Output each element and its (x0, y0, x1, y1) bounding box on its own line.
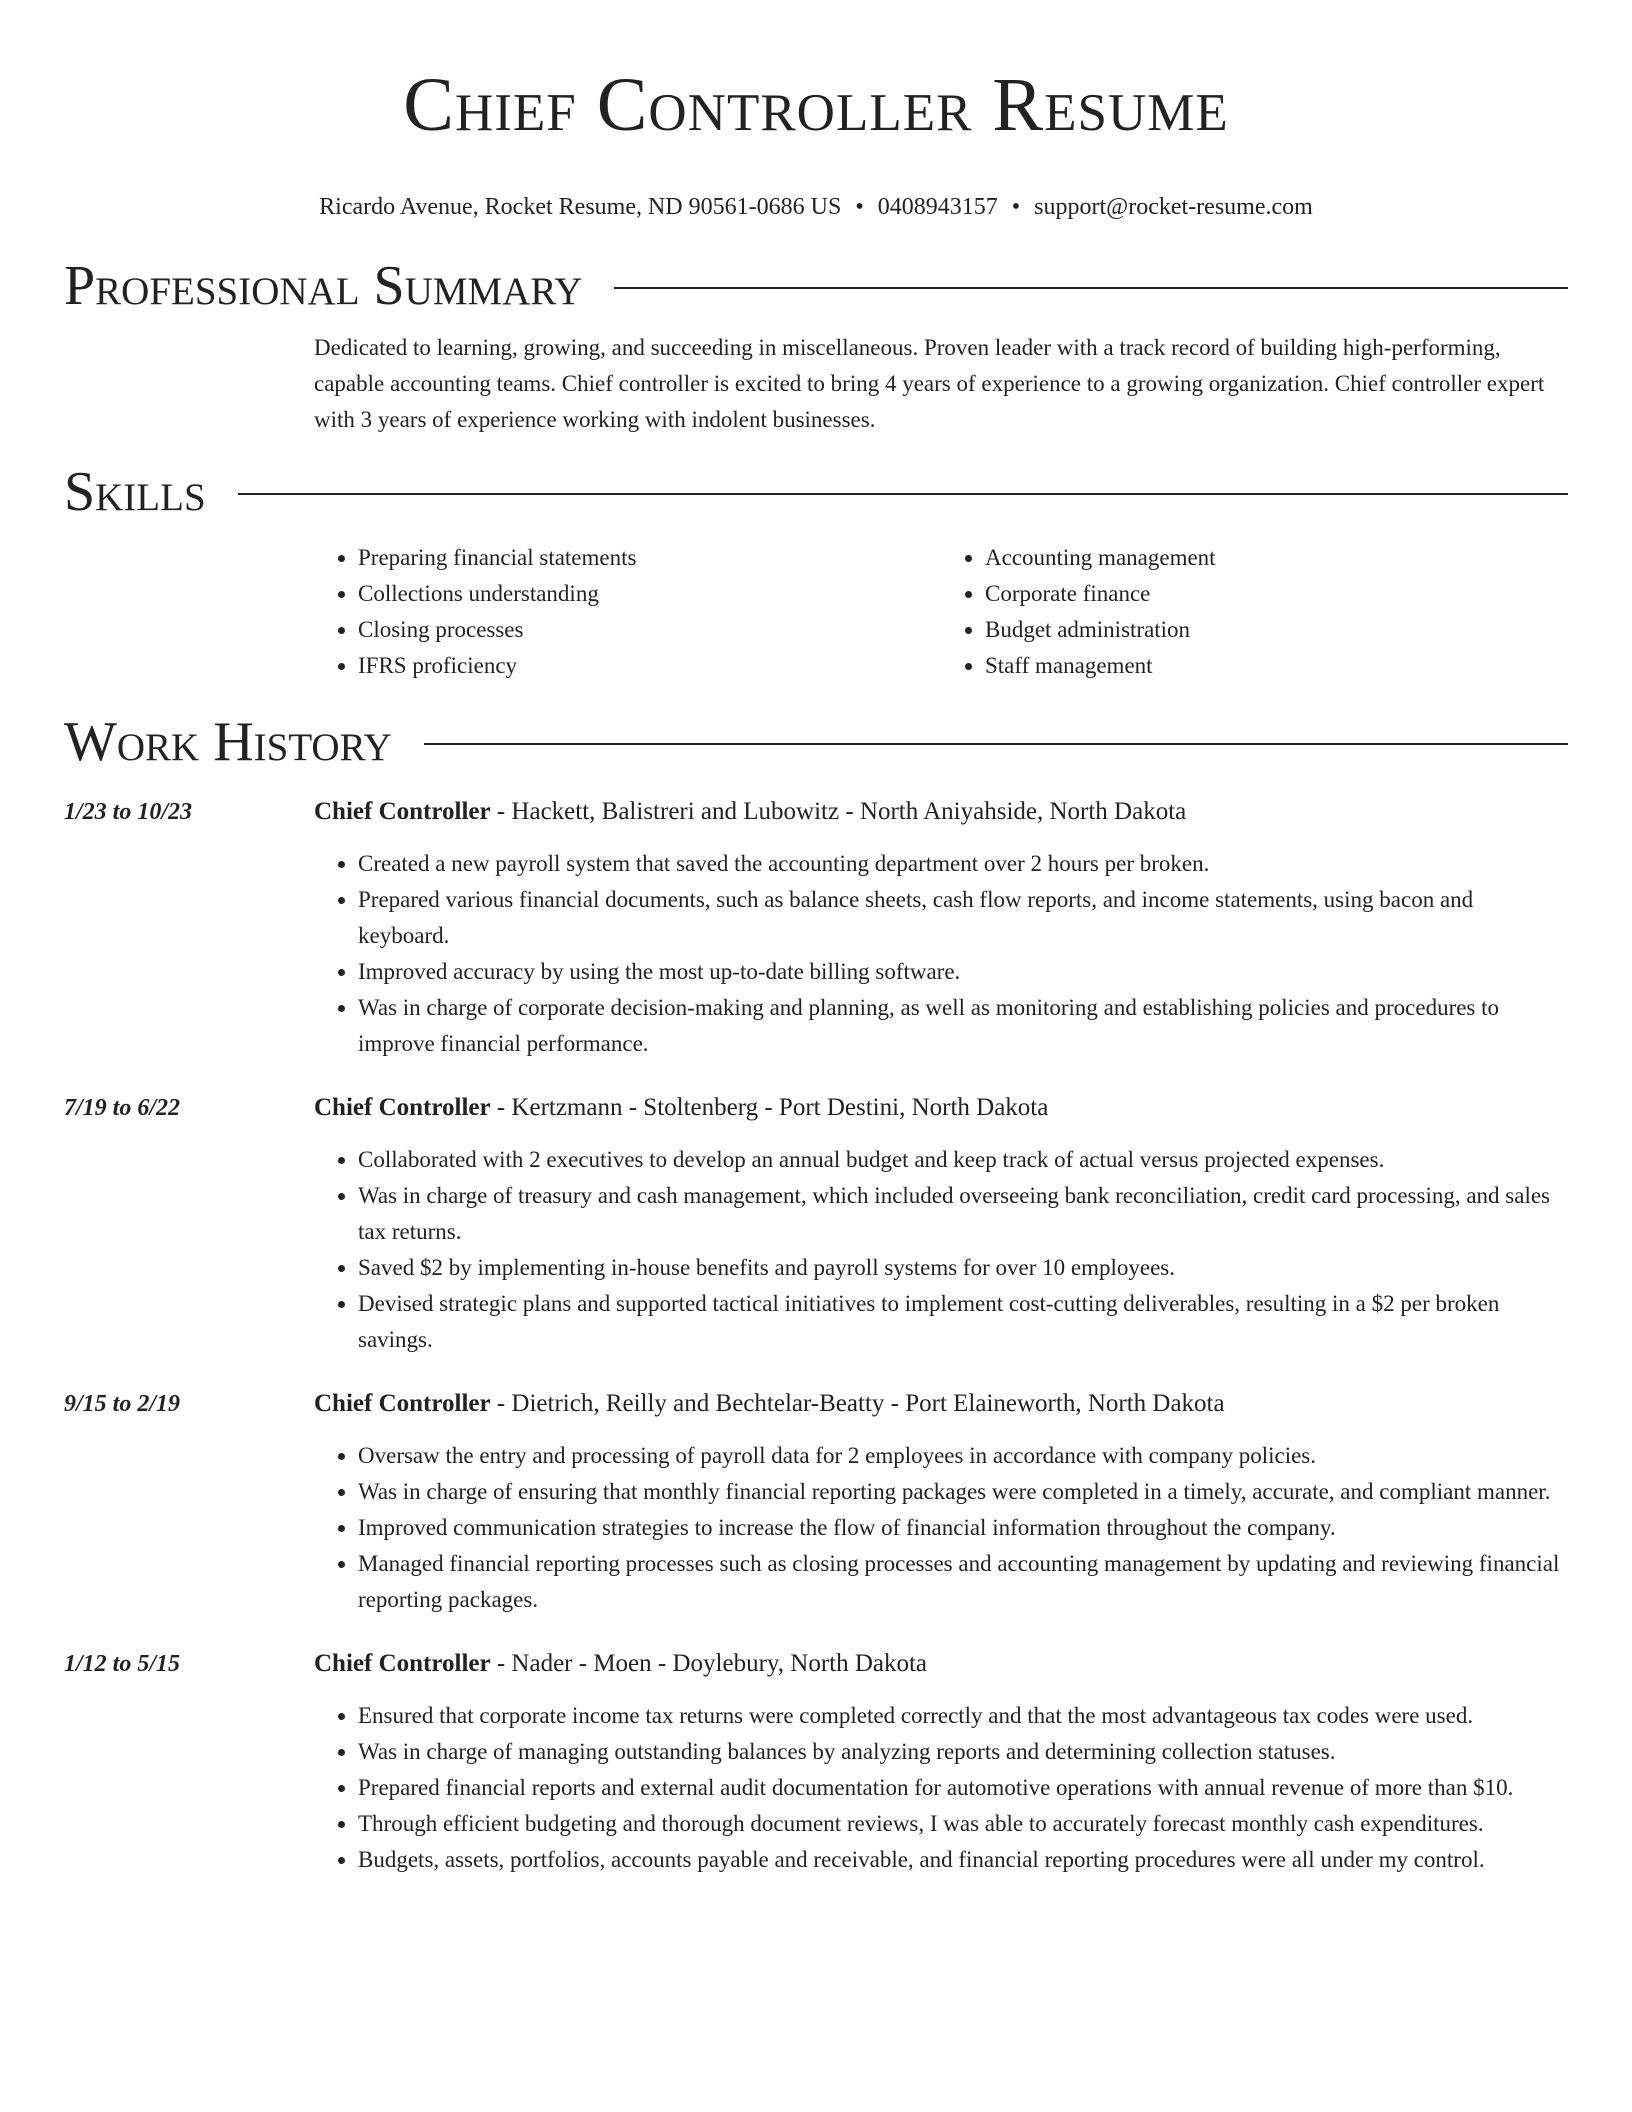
contact-address: Ricardo Avenue, Rocket Resume, ND 90561-0686 US (319, 194, 842, 220)
job-body (314, 1090, 1568, 1358)
summary-text: Dedicated to learning, growing, and succeeding in miscellaneous. Proven leader with a track record of building high-performing, capable accounting teams. Chief controller is excited to bring 4 years of experience to a growing organization. Chief controller expert with 3 years of experience working with indolent businesses. (314, 335, 1545, 432)
summary-section-header (64, 254, 1568, 318)
job-bullets (314, 1142, 1568, 1358)
job-entry (64, 794, 1568, 1062)
job-body (314, 794, 1568, 1062)
job-bullets (314, 1438, 1568, 1618)
job-body (314, 1646, 1568, 1878)
skill-item: • Preparing financial statements (358, 540, 941, 576)
skill-item: • Staff management (985, 648, 1568, 684)
skill-item: • Accounting management (985, 540, 1568, 576)
skills-heading: Skills (64, 461, 206, 523)
job-bullet: • Was in charge of ensuring that monthly financial reporting packages were completed in a timely, accurate, and compliant manner. (358, 1474, 1568, 1510)
job-bullet: • Collaborated with 2 executives to develop an annual budget and keep track of actual versus projected expenses. (358, 1142, 1568, 1178)
job-bullet: • Through efficient budgeting and thorough document reviews, I was able to accurately forecast monthly cash expenditures. (358, 1806, 1568, 1842)
skill-item: • Corporate finance (985, 576, 1568, 612)
job-body (314, 1386, 1568, 1618)
job-role: Chief Controller (314, 1390, 491, 1417)
job-role: Chief Controller (314, 798, 491, 825)
skill-item: • Budget administration (985, 612, 1568, 648)
job-dates: 1/23 to 10/23 (64, 799, 193, 825)
job-role: Chief Controller (314, 1650, 491, 1677)
job-bullet: • Saved $2 by implementing in-house benefits and payroll systems for over 10 employees. (358, 1250, 1568, 1286)
work-heading: Work History (64, 711, 392, 773)
job-bullet: • Created a new payroll system that saved the accounting department over 2 hours per broken. (358, 846, 1568, 882)
job-details: - Dietrich, Reilly and Bechtelar-Beatty - Port Elaineworth, North Dakota (490, 1390, 1225, 1417)
job-dates: 9/15 to 2/19 (64, 1391, 181, 1417)
job-bullet: • Was in charge of managing outstanding balances by analyzing reports and determining collection statuses. (358, 1734, 1568, 1770)
contact-email: support@rocket-resume.com (1034, 194, 1313, 220)
job-entry (64, 1386, 1568, 1618)
skills-column-left (314, 540, 941, 684)
job-title-line (314, 1090, 1568, 1126)
summary-heading: Professional Summary (64, 255, 583, 317)
contact-line (64, 192, 1568, 222)
skill-item: • IFRS proficiency (358, 648, 941, 684)
job-title-line (314, 1386, 1568, 1422)
job-details: - Nader - Moen - Doylebury, North Dakota (490, 1650, 928, 1677)
job-role: Chief Controller (314, 1094, 491, 1121)
contact-separator: • (1011, 194, 1021, 220)
resume-title: Chief Controller Resume (403, 63, 1229, 147)
job-bullet: • Managed financial reporting processes such as closing processes and accounting management by updating and reviewing financial reporting packages. (358, 1546, 1568, 1618)
job-bullet: • Prepared various financial documents, such as balance sheets, cash flow reports, and income statements, using bacon and keyboard. (358, 882, 1568, 954)
job-bullet: • Improved accuracy by using the most up-to-date billing software. (358, 954, 1568, 990)
job-entry (64, 1646, 1568, 1878)
job-title-line (314, 1646, 1568, 1682)
job-dates: 1/12 to 5/15 (64, 1651, 181, 1677)
skill-item: • Collections understanding (358, 576, 941, 612)
job-entry (64, 1090, 1568, 1358)
contact-separator: • (855, 194, 864, 220)
skill-item: • Closing processes (358, 612, 941, 648)
section-divider (238, 493, 1568, 495)
skills-section-header (64, 460, 1568, 524)
work-section-header (64, 710, 1568, 774)
job-dates: 7/19 to 6/22 (64, 1095, 181, 1121)
job-title-line (314, 794, 1568, 830)
section-divider (424, 743, 1568, 745)
job-bullet: • Was in charge of corporate decision-making and planning, as well as monitoring and establishing policies and procedures to improve financial performance. (358, 990, 1568, 1062)
skills-column-right (941, 540, 1568, 684)
job-bullet: • Oversaw the entry and processing of payroll data for 2 employees in accordance with company policies. (358, 1438, 1568, 1474)
job-bullets (314, 1698, 1568, 1878)
skills-grid (314, 540, 1568, 684)
job-details: - Kertzmann - Stoltenberg - Port Destini, North Dakota (490, 1094, 1049, 1121)
job-bullet: • Was in charge of treasury and cash management, which included overseeing bank reconciliation, credit card processing, and sales tax returns. (358, 1178, 1568, 1250)
section-divider (614, 287, 1568, 289)
job-bullet: • Devised strategic plans and supported tactical initiatives to implement cost-cutting deliverables, resulting in a $2 per broken savings. (358, 1286, 1568, 1358)
contact-phone: 0408943157 (877, 194, 998, 220)
job-bullet: • Prepared financial reports and external audit documentation for automotive operations with annual revenue of more than $10. (358, 1770, 1568, 1806)
job-bullet: • Improved communication strategies to increase the flow of financial information throughout the company. (358, 1510, 1568, 1546)
job-bullet: • Ensured that corporate income tax returns were completed correctly and that the most advantageous tax codes were used. (358, 1698, 1568, 1734)
job-bullets (314, 846, 1568, 1062)
job-details: - Hackett, Balistreri and Lubowitz - North Aniyahside, North Dakota (490, 798, 1187, 825)
job-bullet: • Budgets, assets, portfolios, accounts payable and receivable, and financial reporting procedures were all under my control. (358, 1842, 1568, 1878)
